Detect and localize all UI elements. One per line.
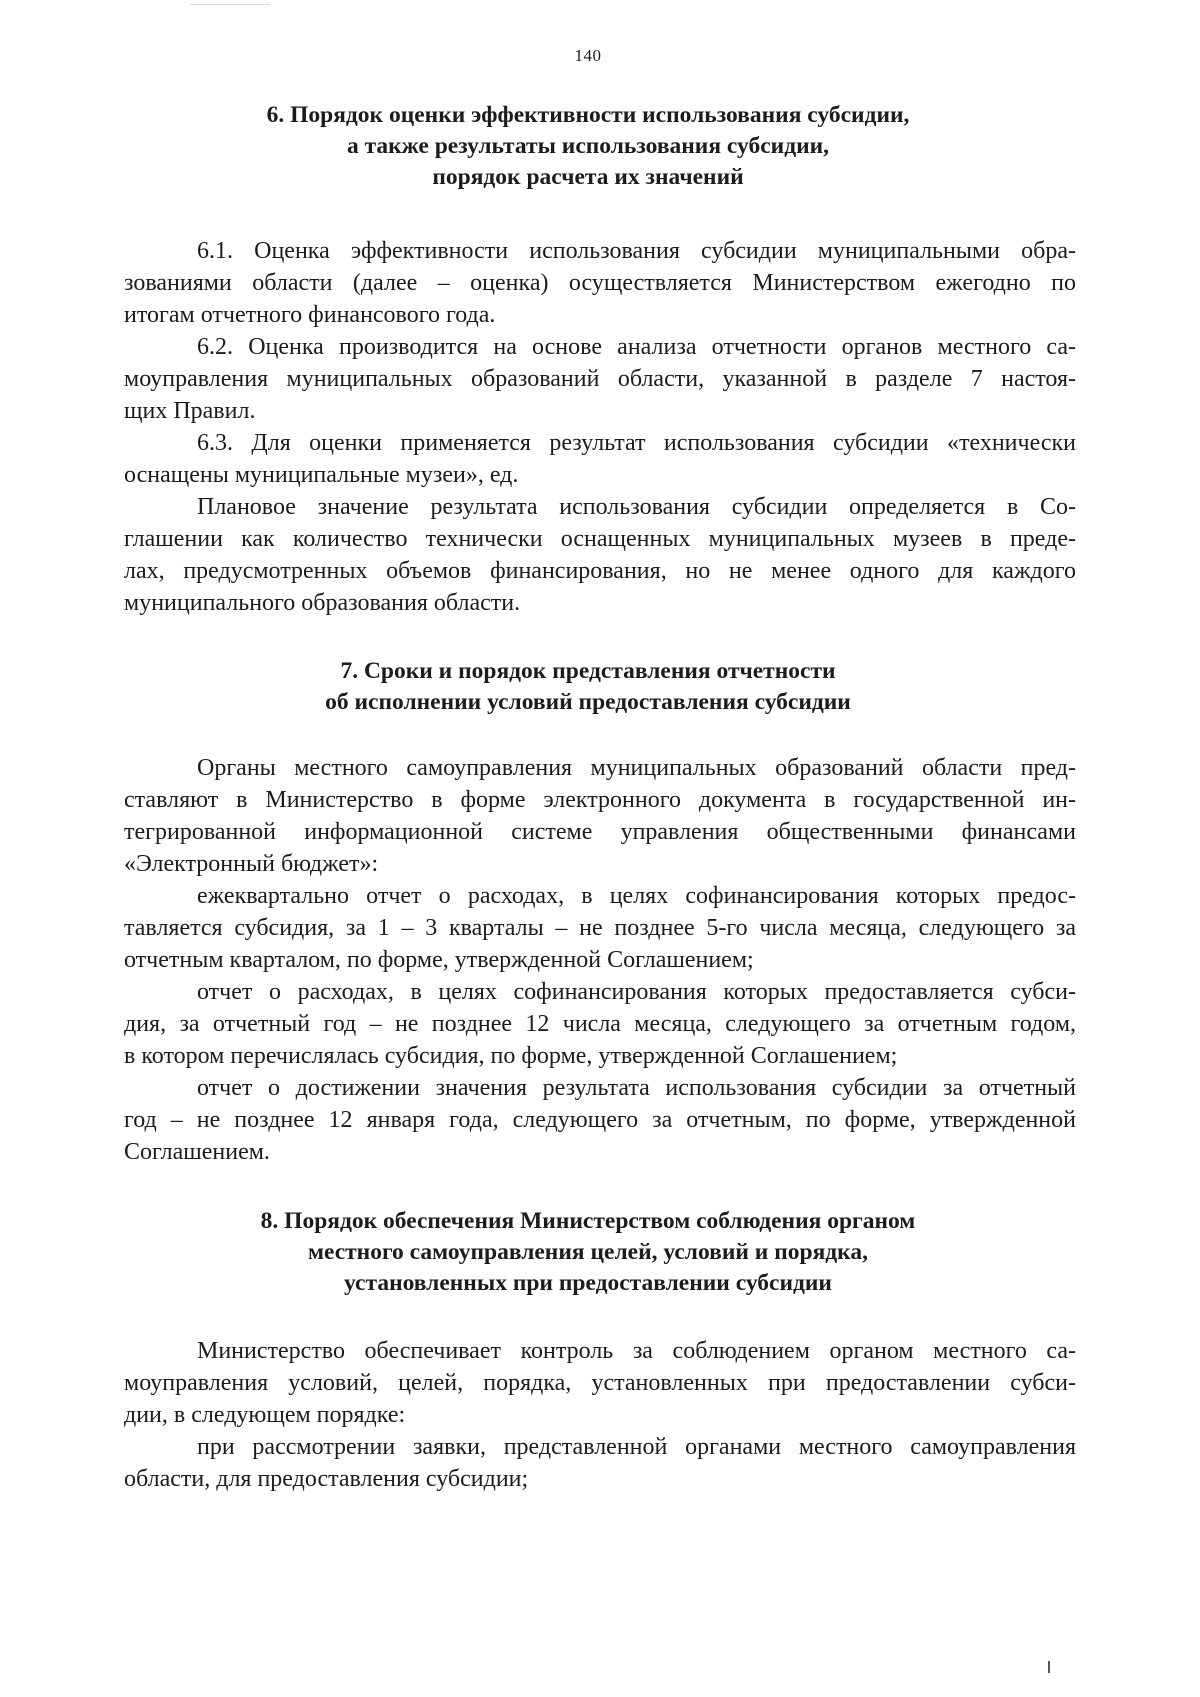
section-7-body — [124, 752, 1076, 1168]
heading-line: 7. Сроки и порядок представления отчетности — [340, 658, 836, 684]
text-line: области, для предоставления субсидии; — [124, 1466, 529, 1492]
heading-line: об исполнении условий предоставления субсидии — [325, 689, 851, 715]
text-line: Плановое значение результата использования субсидии определяется в Со- — [197, 494, 1076, 520]
text-line: дия, за отчетный год – не позднее 12 числа месяца, следующего за отчетным годом, — [124, 1011, 1076, 1037]
text-line: ежеквартально отчет о расходах, в целях софинансирования которых предос- — [197, 883, 1076, 909]
text-line: при рассмотрении заявки, представленной органами местного самоуправления — [197, 1434, 1076, 1460]
text-line: 6.2. Оценка производится на основе анализа отчетности органов местного са- — [197, 334, 1076, 360]
heading-line: установленных при предоставлении субсидии — [344, 1270, 832, 1296]
text-line: «Электронный бюджет»: — [124, 851, 379, 877]
text-line: щих Правил. — [124, 398, 256, 424]
text-line: ставляют в Министерство в форме электронного документа в государственной ин- — [124, 787, 1076, 813]
section-6-heading — [0, 100, 1176, 193]
text-line: 6.3. Для оценки применяется результат использования субсидии «технически — [197, 430, 1076, 456]
text-line: тавляется субсидия, за 1 – 3 кварталы – не позднее 5-го числа месяца, следующего за — [124, 915, 1076, 941]
top-scan-artifact — [190, 0, 270, 5]
text-line: Соглашением. — [124, 1139, 270, 1165]
heading-line: 8. Порядок обеспечения Министерством соблюдения органом — [260, 1208, 916, 1234]
text-line: зованиями области (далее – оценка) осуществляется Министерством ежегодно по — [124, 270, 1076, 296]
text-line: моуправления условий, целей, порядка, установленных при предоставлении субси- — [124, 1370, 1076, 1396]
heading-line: а также результаты использования субсидии, — [346, 133, 830, 159]
text-line: итогам отчетного финансового года. — [124, 302, 496, 328]
text-line: год – не позднее 12 января года, следующего за отчетным, по форме, утвержденной — [124, 1107, 1076, 1133]
text-line: Органы местного самоуправления муниципальных образований области пред- — [197, 755, 1076, 781]
section-6-body — [124, 235, 1076, 619]
text-line: отчет о расходах, в целях софинансирования которых предоставляется субси- — [197, 979, 1076, 1005]
section-7-heading — [0, 656, 1176, 718]
heading-line: 6. Порядок оценки эффективности использования субсидии, — [266, 102, 910, 128]
text-line: в котором перечислялась субсидия, по форме, утвержденной Соглашением; — [124, 1043, 898, 1069]
text-line: Министерство обеспечивает контроль за соблюдением органом местного са- — [197, 1338, 1076, 1364]
text-line: лах, предусмотренных объемов финансирования, но не менее одного для каждого — [124, 558, 1076, 584]
text-line: дии, в следующем порядке: — [124, 1402, 406, 1428]
text-line: моуправления муниципальных образований области, указанной в разделе 7 настоя- — [124, 366, 1076, 392]
page-number: 140 — [574, 46, 602, 65]
text-line: муниципального образования области. — [124, 590, 521, 616]
text-line: отчетным кварталом, по форме, утвержденной Соглашением; — [124, 947, 754, 973]
section-8-body — [124, 1335, 1076, 1495]
section-8-heading — [0, 1206, 1176, 1299]
heading-line: местного самоуправления целей, условий и порядка, — [307, 1239, 868, 1265]
scan-margin-mark — [1048, 1661, 1050, 1673]
text-line: отчет о достижении значения результата использования субсидии за отчетный — [197, 1075, 1076, 1101]
text-line: тегрированной информационной системе управления общественными финансами — [124, 819, 1076, 845]
heading-line: порядок расчета их значений — [432, 164, 744, 190]
text-line: 6.1. Оценка эффективности использования субсидии муниципальными обра- — [197, 238, 1076, 264]
text-line: оснащены муниципальные музеи», ед. — [124, 462, 519, 488]
text-line: глашении как количество технически оснащенных муниципальных музеев в преде- — [124, 526, 1076, 552]
